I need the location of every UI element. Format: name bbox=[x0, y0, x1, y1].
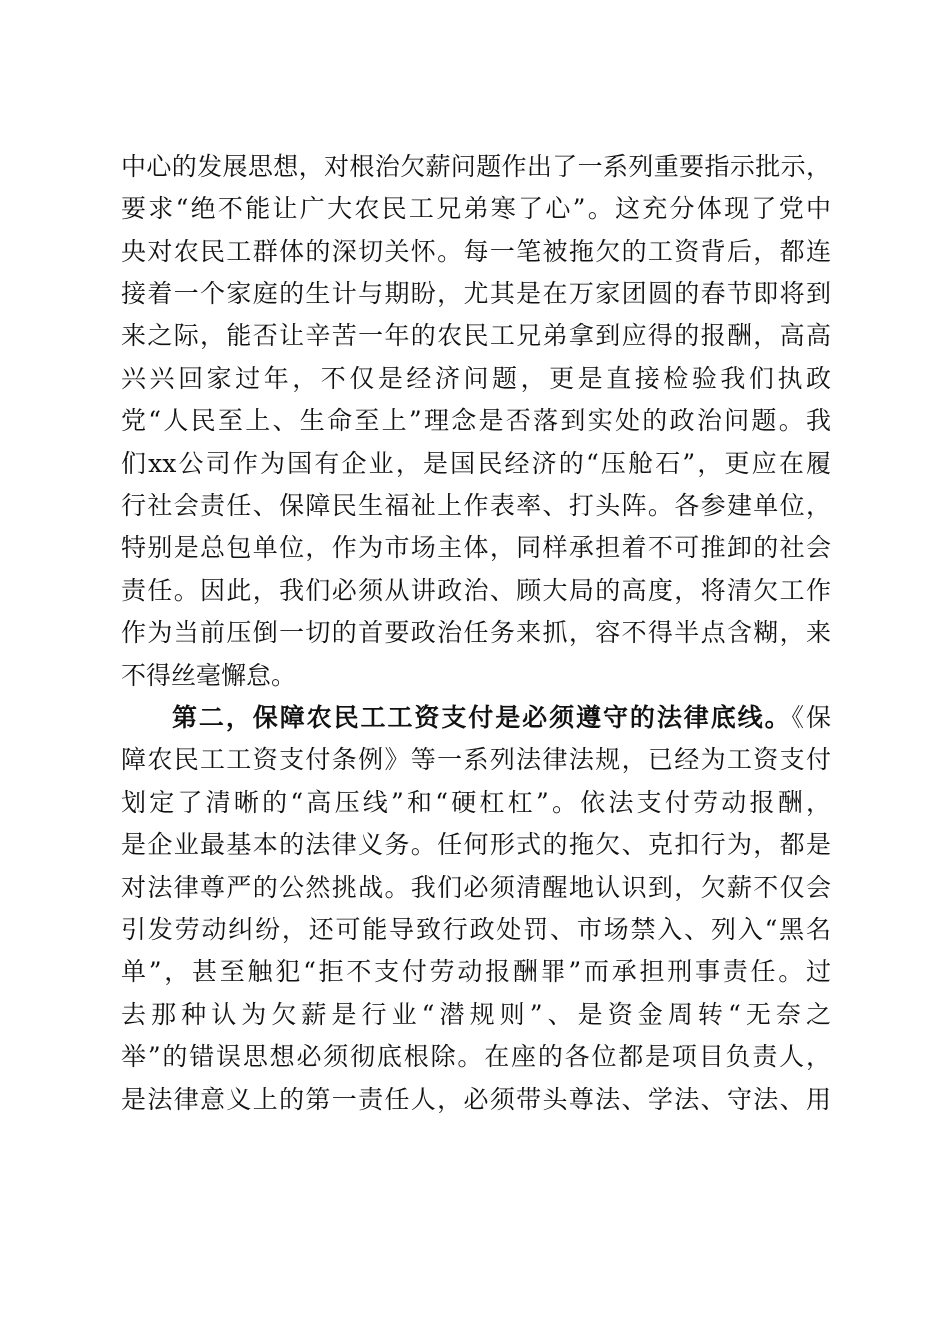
paragraph-1-line-1: 中心的发展思想，对根治欠薪问题作出了一系列重要指示批示， bbox=[121, 152, 831, 181]
paragraph-2-line-9: 举”的错误思想必须彻底根除。在座的各位都是项目负责人， bbox=[121, 1042, 831, 1071]
paragraph-2-line-1 bbox=[172, 698, 831, 738]
paragraph-2-line-4: 是企业最基本的法律义务。任何形式的拖欠、克扣行为，都是 bbox=[121, 830, 831, 859]
paragraph-1-line-9: 行社会责任、保障民生福祉上作表率、打头阵。各参建单位， bbox=[121, 491, 831, 520]
paragraph-1-line-6: 兴兴回家过年，不仅是经济问题，更是直接检验我们执政 bbox=[121, 364, 831, 393]
paragraph-2-line-6: 引发劳动纠纷，还可能导致行政处罚、市场禁入、列入“黑名 bbox=[121, 915, 831, 944]
paragraph-2-line-5: 对法律尊严的公然挑战。我们必须清醒地认识到，欠薪不仅会 bbox=[121, 873, 831, 902]
paragraph-2-line-8: 去那种认为欠薪是行业“潜规则”、是资金周转“无奈之 bbox=[121, 1000, 831, 1029]
paragraph-2-line-2: 障农民工工资支付条例》等一系列法律法规，已经为工资支付 bbox=[121, 745, 831, 774]
paragraph-1-line-7: 党“人民至上、生命至上”理念是否落到实处的政治问题。我 bbox=[121, 406, 831, 435]
paragraph-1-line-3: 央对农民工群体的深切关怀。每一笔被拖欠的工资背后，都连 bbox=[121, 237, 831, 266]
paragraph-1-line-4: 接着一个家庭的生计与期盼，尤其是在万家团圆的春节即将到 bbox=[121, 279, 831, 308]
paragraph-1-line-10: 特别是总包单位，作为市场主体，同样承担着不可推卸的社会 bbox=[121, 533, 831, 562]
paragraph-2-line-3: 划定了清晰的“高压线”和“硬杠杠”。依法支付劳动报酬， bbox=[121, 788, 831, 817]
paragraph-1-line-8: 们xx公司作为国有企业，是国民经济的“压舱石”，更应在履 bbox=[121, 449, 831, 478]
paragraph-2-heading: 第二，保障农民工工资支付是必须遵守的法律底线。 bbox=[172, 703, 792, 732]
paragraph-1-line-12: 作为当前压倒一切的首要政治任务来抓，容不得半点含糊，来 bbox=[121, 618, 831, 647]
paragraph-2-first-line-rest: 《保 bbox=[791, 703, 831, 732]
paragraph-1-line-5: 来之际，能否让辛苦一年的农民工兄弟拿到应得的报酬，高高 bbox=[121, 321, 831, 350]
paragraph-2-line-10: 是法律意义上的第一责任人，必须带头尊法、学法、守法、用 bbox=[121, 1085, 831, 1114]
paragraph-1-line-13: 不得丝毫懈怠。 bbox=[121, 661, 297, 690]
paragraph-1-line-2: 要求“绝不能让广大农民工兄弟寒了心”。这充分体现了党中 bbox=[121, 194, 831, 223]
paragraph-1-line-11: 责任。因此，我们必须从讲政治、顾大局的高度，将清欠工作 bbox=[121, 576, 831, 605]
paragraph-2-line-7: 单”，甚至触犯“拒不支付劳动报酬罪”而承担刑事责任。过 bbox=[121, 957, 831, 986]
